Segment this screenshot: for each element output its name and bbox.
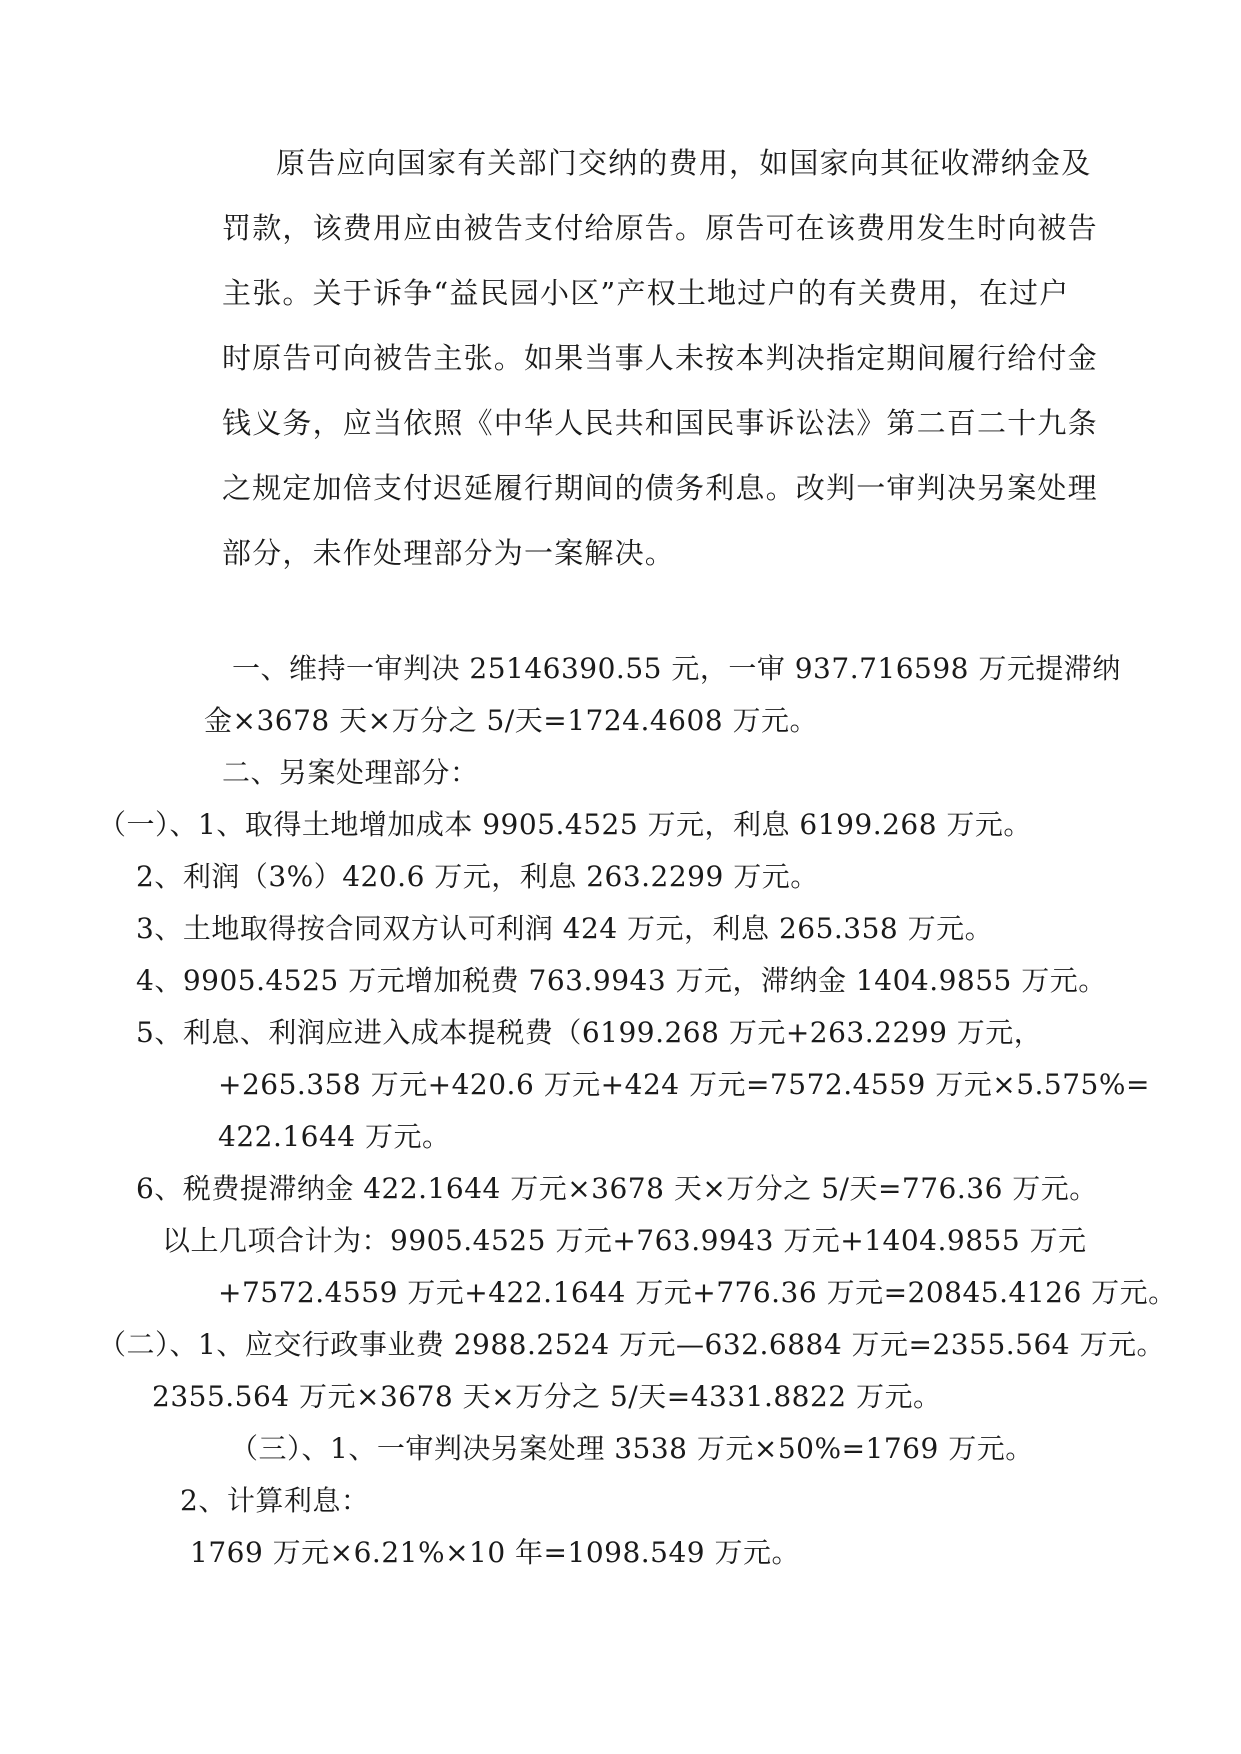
subsection-2-item-1: （二）、1、应交行政事业费 2988.2524 万元—632.6884 万元=2355.564 万元。 — [98, 1328, 1165, 1361]
subsection-3-item-1: （三）、1、一审判决另案处理 3538 万元×50%=1769 万元。 — [230, 1432, 1034, 1465]
paragraph-line: 时原告可向被告主张。如果当事人未按本判决指定期间履行给付金 — [222, 341, 1098, 375]
subtotal-line-1: 以上几项合计为：9905.4525 万元+763.9943 万元+1404.9855 万元 — [162, 1224, 1087, 1257]
subsection-1-item-2: 2、利润（3%）420.6 万元，利息 263.2299 万元。 — [136, 860, 819, 893]
subsection-1-item-3: 3、土地取得按合同双方认可利润 424 万元，利息 265.358 万元。 — [136, 912, 994, 945]
item-one-line-2: 金×3678 天×万分之 5/天=1724.4608 万元。 — [204, 704, 819, 737]
section-heading: 二、另案处理部分： — [222, 756, 479, 789]
subsection-1-item-1: （一）、1、取得土地增加成本 9905.4525 万元，利息 6199.268 万元。 — [98, 808, 1032, 841]
subsection-1-item-5-cont: 422.1644 万元。 — [218, 1120, 451, 1153]
subsection-3-item-2-cont: 1769 万元×6.21%×10 年=1098.549 万元。 — [190, 1536, 801, 1569]
subsection-3-item-2: 2、计算利息： — [180, 1484, 370, 1517]
paragraph-line: 原告应向国家有关部门交纳的费用，如国家向其征收滞纳金及 — [276, 146, 1092, 180]
subsection-1-item-6: 6、税费提滞纳金 422.1644 万元×3678 天×万分之 5/天=776.36 万元。 — [136, 1172, 1098, 1205]
subsection-1-item-4: 4、9905.4525 万元增加税费 763.9943 万元，滞纳金 1404.9855 万元。 — [136, 964, 1107, 997]
item-one-line-1: 一、维持一审判决 25146390.55 元，一审 937.716598 万元提滞纳 — [232, 652, 1121, 685]
paragraph-line: 之规定加倍支付迟延履行期间的债务利息。改判一审判决另案处理 — [222, 471, 1098, 505]
subsection-1-item-5-cont: +265.358 万元+420.6 万元+424 万元=7572.4559 万元×5.575%= — [218, 1068, 1150, 1101]
paragraph-line: 主张。关于诉争“益民园小区”产权土地过户的有关费用，在过户 — [222, 276, 1070, 310]
paragraph-line: 部分，未作处理部分为一案解决。 — [222, 536, 676, 570]
subsection-1-item-5: 5、利息、利润应进入成本提税费（6199.268 万元+263.2299 万元， — [136, 1016, 1043, 1049]
subsection-2-item-1-cont: 2355.564 万元×3678 天×万分之 5/天=4331.8822 万元。 — [152, 1380, 942, 1413]
paragraph-line: 罚款，该费用应由被告支付给原告。原告可在该费用发生时向被告 — [222, 211, 1098, 245]
paragraph-line: 钱义务，应当依照《中华人民共和国民事诉讼法》第二百二十九条 — [222, 406, 1098, 440]
subtotal-line-2: +7572.4559 万元+422.1644 万元+776.36 万元=20845.4126 万元。 — [218, 1276, 1177, 1309]
